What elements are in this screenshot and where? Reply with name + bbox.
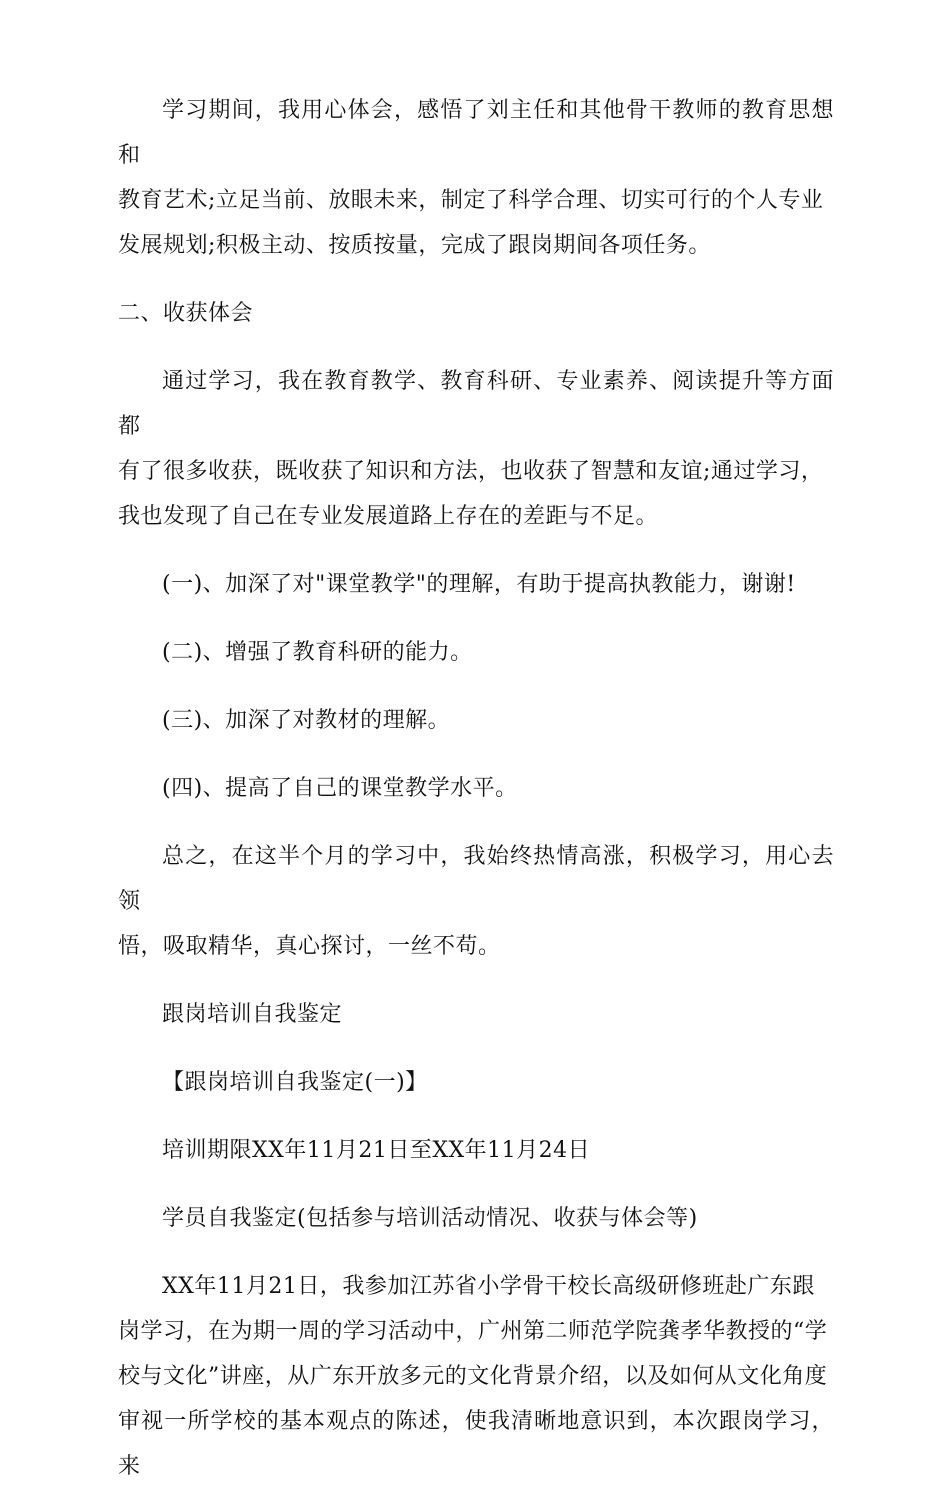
text-line: 教育艺术;立足当前、放眼未来，制定了科学合理、切实可行的个人专业	[118, 188, 824, 213]
text-line: XX年11月21日，我参加江苏省小学骨干校长高级研修班赴广东跟	[162, 1274, 815, 1299]
text-line: (一)、加深了对"课堂教学"的理解，有助于提高执教能力，谢谢!	[162, 572, 796, 597]
text-line: 我也发现了自己在专业发展道路上存在的差距与不足。	[118, 504, 659, 529]
text-line: 跟岗培训自我鉴定	[162, 1002, 343, 1027]
paragraph-summary	[118, 834, 834, 969]
text-line: (二)、增强了教育科研的能力。	[162, 640, 473, 665]
list-item-3	[118, 698, 834, 743]
text-line: 发展规划;积极主动、按质按量，完成了跟岗期间各项任务。	[118, 233, 711, 258]
section-heading-gains	[118, 291, 834, 336]
text-line: 学员自我鉴定(包括参与培训活动情况、收获与体会等)	[162, 1206, 698, 1231]
text-line: 总之，在这半个月的学习中，我始终热情高涨，积极学习，用心去领	[118, 844, 834, 914]
training-period	[118, 1128, 834, 1173]
text-line: 审视一所学校的基本观点的陈述，使我清晰地意识到，本次跟岗学习，来	[118, 1409, 834, 1479]
document-title	[118, 992, 834, 1037]
list-item-4	[118, 766, 834, 811]
text-line: 悟，吸取精华，真心探讨，一丝不苟。	[118, 934, 501, 959]
paragraph-self-assessment	[118, 1264, 834, 1489]
section-title-1	[118, 1060, 834, 1105]
text-line: 学习期间，我用心体会，感悟了刘主任和其他骨干教师的教育思想和	[118, 98, 834, 168]
list-item-2	[118, 630, 834, 675]
paragraph-study-period	[118, 88, 834, 268]
paragraph-through-study	[118, 359, 834, 539]
self-assessment-label	[118, 1196, 834, 1241]
list-item-1	[118, 562, 834, 607]
text-line: 岗学习，在为期一周的学习活动中，广州第二师范学院龚孝华教授的“学	[118, 1319, 828, 1344]
text-line: 【跟岗培训自我鉴定(一)】	[162, 1070, 428, 1095]
text-line: 培训期限XX年11月21日至XX年11月24日	[162, 1138, 591, 1163]
document-body	[118, 88, 834, 1512]
text-line: 有了很多收获，既收获了知识和方法，也收获了智慧和友谊;通过学习，	[118, 459, 824, 484]
text-line: (三)、加深了对教材的理解。	[162, 708, 451, 733]
text-line: (四)、提高了自己的课堂教学水平。	[162, 776, 518, 801]
text-line: 二、收获体会	[118, 301, 254, 326]
text-line: 通过学习，我在教育教学、教育科研、专业素养、阅读提升等方面都	[118, 369, 834, 439]
text-line: 校与文化”讲座，从广东开放多元的文化背景介绍，以及如何从文化角度	[118, 1364, 828, 1389]
